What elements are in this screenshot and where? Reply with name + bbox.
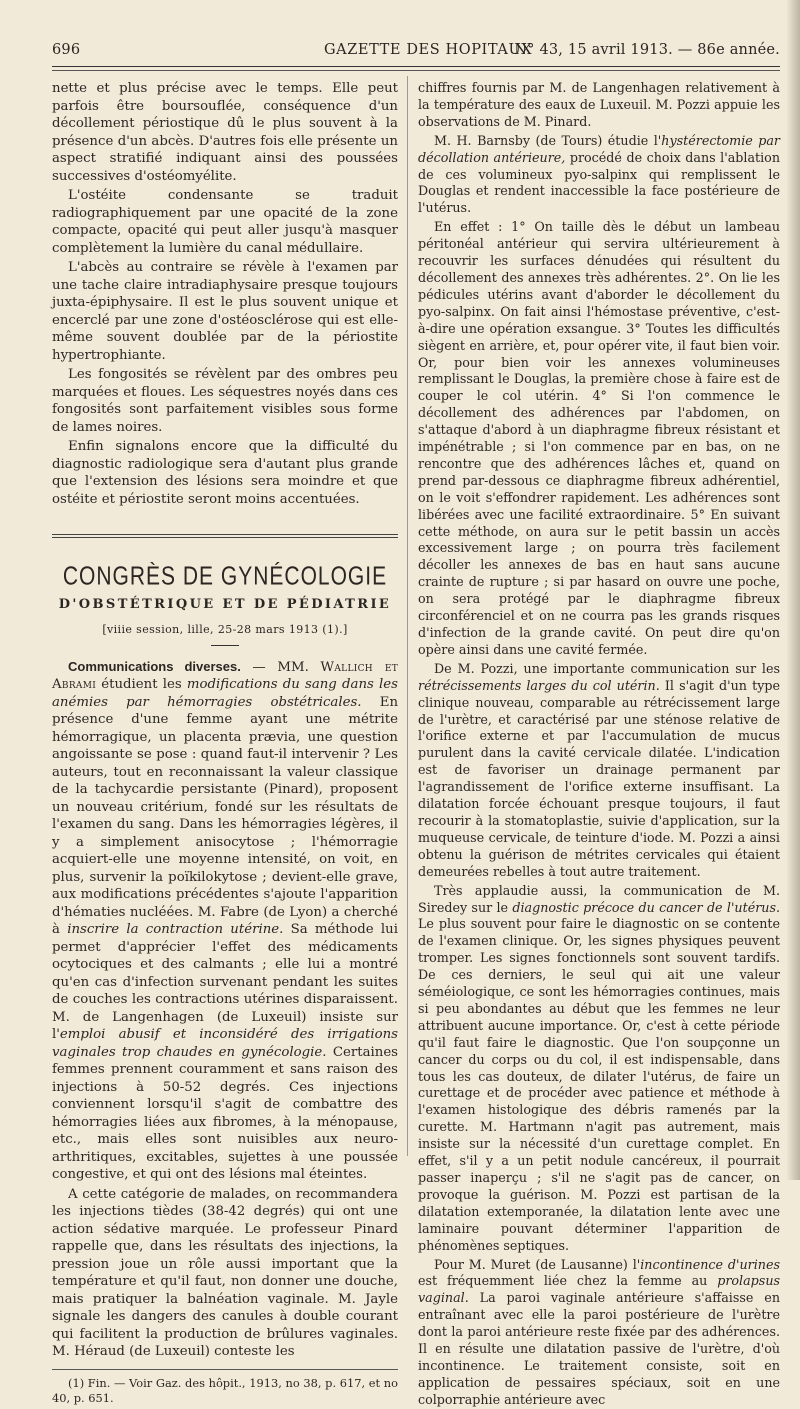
short-rule [211,645,239,646]
paragraph: Pour M. Muret (de Lausanne) l'incontinence d'urines est fréquemment liée chez la femme au prolapsus vaginal. La paroi vaginale antérieure s'affaisse en entraînant avec elle la paroi postérieure de l'urètre dont la paroi antérieure reste fixée par des adhérences. Il en résulte une dilatation passive de l'urètre, d'où incontinence. Le traitement consiste, soit en application de pessaires spéciaux, soit en une colporraphie antérieure avec [418,1256,780,1407]
page-number: 696 [52,42,81,58]
page-edge-shadow [786,0,800,1180]
page-header [52,42,780,64]
column-divider [407,76,408,1156]
footnote: (1) Fin. — Voir Gaz. des hôpit., 1913, no 38, p. 617, et no 40, p. 651. [52,1375,398,1405]
section-subtitle: D'OBSTÉTRIQUE ET DE PÉDIATRIE [58,596,392,612]
footnote-rule [52,1369,398,1370]
paragraph: Très applaudie aussi, la communication de M. Siredey sur le diagnostic précoce du cancer de l'utérus. Le plus souvent pour faire le diagnostic on se contente de l'examen clinique. Or, les signes physiques peuvent tromper. Les signes fonctionnels sont souvent tardifs. De ces derniers, le seul qui ait une valeur séméiologique, ce sont les hémorragies continues, mais si peu abondantes au début que les femmes ne leur attribuent aucune importance. Or, c'est à cette période qu'il faut faire le diagnostic. Que l'on soupçonne un cancer du corps ou du col, il est indispensable, dans tous les cas douteux, de dilater l'utérus, de faire un curettage et de procéder avec patience et méthode à l'examen histologique des débris ramenés par la curette. M. Hartmann n'agit pas autrement, mais insiste sur la nécessité d'un curettage complet. En effet, s'il y a un petit nodule cancéreux, il pourrait passer inaperçu ; s'il ne s'agit pas de cancer, on provoque la guérison. M. Pozzi est partisan de la dilatation extemporanée, la dilatation lente avec une laminaire pouvant déterminer l'apparition de phénomènes septiques. [418,882,780,1253]
header-rule-thin [52,70,780,71]
paragraph: En effet : 1° On taille dès le début un lambeau péritonéal antérieur qui servira ultérieurement à recouvrir les surfaces dénudées qui résultent du décollement des annexes très adhérentes. 2°. On lie les pédicules utérins avant d'aborder le décollement du pyo-salpinx. On fait ainsi l'hémostase préventive, c'est-à-dire une opération exsangue. 3° Toutes les difficultés siègent en arrière, et, pour opérer vite, il faut bien voir. Or, pour bien voir les annexes volumineuses remplissant le Douglas, la première chose à faire est de couper le col utérin. 4° Si l'on commence le décollement des adhérences par l'abdomen, on s'attaque d'abord à un diaphragme fibreux résistant et impénétrable ; si l'on commence par en bas, on ne rencontre que des adhérences lâches et, quand on prend par-dessous ce diaphragme fibreux adhérentiel, on le voit s'effondrer rapidement. Les adhérences sont libérées avec une facilité extraordinaire. 5° En suivant cette méthode, on aura sur le petit bassin un accès excessivement large ; on pourra très facilement décoller les annexes de bas en haut sans aucune crainte de rupture ; si par hasard on ouvre une poche, on sera protégé par le diaphragme fibreux circonférenciel et on ne courra pas les grands risques d'infection de la grande cavité. On peut dire qu'on opère ainsi dans une cavité fermée. [418,219,780,657]
section-separator [52,534,398,538]
journal-title: GAZETTE DES HOPITAUX [324,42,533,58]
session-line: [viiie session, lille, 25-28 mars 1913 (1).] [102,623,348,636]
paragraph: A cette catégorie de malades, on recommandera les injections tièdes (38-42 degrés) qui ont une action sédative marquée. Le professeur Pinard rappelle que, dans les résultats des injections, la pression joue un rôle aussi important que la température et qu'il faut, non donner une douche, mais pratiquer la balnéation vaginale. M. Jayle signale les dangers des canules à double courant qui facilitent la production de brûlures vaginales. M. Héraud (de Luxeuil) conteste les [52,1186,398,1359]
paragraph: M. H. Barnsby (de Tours) étudie l'hystérectomie par décollation antérieure, procédé de choix dans l'ablation de ces volumineux pyo-salpinx qui remplissent le Douglas et rendent inaccessible la face postérieure de l'utérus. [418,132,780,216]
communications-heading: Communications diverses. [68,658,241,674]
paragraph: L'ostéite condensante se traduit radiographiquement par une opacité de la zone compacte, opacité qui peut aller jusqu'à masquer complètement la lumière du canal médullaire. [52,188,398,256]
paragraph: De M. Pozzi, une importante communication sur les rétrécissements larges du col utérin. Il s'agit d'un type clinique nouveau, comparable au rétrécissement large de l'urètre, et caractérisé par une sténose relative de l'orifice externe et par l'accumulation de mucus purulent dans la cavité cervicale dilatée. L'indication est de favoriser un drainage permanent par l'agrandissement de l'orifice externe insuffisant. La dilatation forcée échouant presque toujours, il faut recourir à la stomatoplastie, suivie d'application, sur la muqueuse cervicale, de teinture d'iode. M. Pozzi a ainsi obtenu la guérison de métrites cervicales qui étaient demeurées rebelles à tout autre traitement. [418,660,780,879]
communications-paragraph: Communications diverses. — MM. Wallich et Abrami étudient les modifications du sang dans les anémies par hémorragies obstétricales. En présence d'une femme ayant une métrite hémorragique, un placenta prævia, une question angoissante se pose : quand faut-il intervenir ? Les auteurs, tout en reconnaissant la valeur classique de la tachycardie persistante (Pinard), proposent un nouveau critérium, fondé sur les résultats de l'examen du sang. Dans les hémorragies légères, il y a simplement anisocytose ; l'hémorragie acquiert-elle une moyenne intensité, on voit, en plus, survenir la poïkilokytose ; devient-elle grave, aux modifications précédentes s'ajoute l'apparition d'hématies nucléées. M. Fabre (de Lyon) a cherché à inscrire la contraction utérine. Sa méthode lui permet d'apprécier l'effet des médicaments ocytociques et des calmants ; elle lui a montré qu'en cas d'infection survenant pendant les suites de couches les contractions utérines disparaissent. M. de Langenhagen (de Luxeuil) insiste sur l'emploi abusif et inconsidéré des irrigations vaginales trop chaudes en gynécologie. Certaines femmes prennent couramment et sans raison des injections à 50-52 degrés. Ces injections conviennent lorsqu'il s'agit de combattre des hémorragies liées aux fibromes, à la ménopause, etc., mais elles sont nuisibles aux neuro-arthritiques, excitables, sujettes à une poussée congestive, et qui ont des lésions mal éteintes. [52,658,399,1182]
right-column [418,80,780,1409]
paragraph: Enfin signalons encore que la difficulté du diagnostic radiologique sera d'autant plus grande que l'extension des lésions sera moindre et que ostéite et périostite seront moins accentuées. [52,439,398,507]
issue-info: N° 43, 15 avril 1913. — 86e année. [514,42,780,58]
paragraph: nette et plus précise avec le temps. Elle peut parfois être boursouflée, conséquence d'un décollement périostique dû le plus souvent à la présence d'un abcès. D'autres fois elle présente un aspect stratifié indiquant ainsi des poussées successives d'ostéomyélite. [52,81,398,184]
paragraph: Les fongosités se révèlent par des ombres peu marquées et floues. Les séquestres noyés dans ces fongosités sont parfaitement visibles sous forme de lames noires. [52,367,398,435]
paragraph: chiffres fournis par M. de Langenhagen relativement à la température des eaux de Luxeuil. M. Pozzi appuie les observations de M. Pinard. [418,80,780,129]
paragraph: L'abcès au contraire se révèle à l'examen par une tache claire intradiaphysaire presque toujours juxta-épiphysaire. Il est le plus souvent unique et encerclé par une zone d'ostéosclérose qui est elle-même souvent doublée par de la périostite hypertrophiante. [52,260,398,363]
left-column [52,80,398,1406]
header-rule [52,66,780,67]
section-title: CONGRÈS DE GYNÉCOLOGIE [62,562,388,591]
